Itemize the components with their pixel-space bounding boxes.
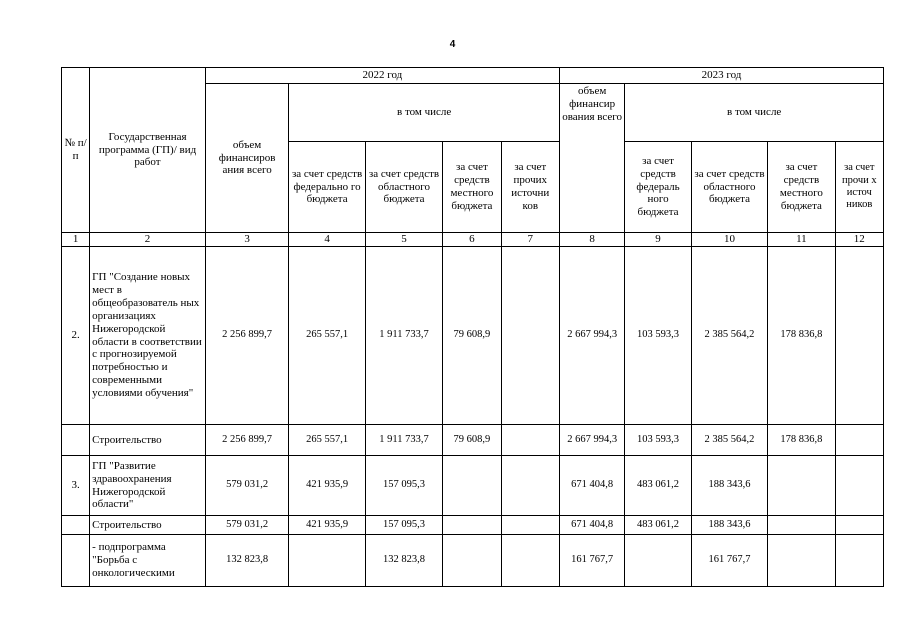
cell-value: 671 404,8 [559,516,624,535]
column-number: 8 [559,233,624,247]
row-number [62,535,90,587]
header-row-years [62,68,884,84]
cell-value [443,456,501,516]
table-row [62,247,884,425]
cell-value: 265 557,1 [289,425,365,456]
program-name: Строительство [90,425,206,456]
header-oth-2023: за счет прочи х источ ников [835,142,883,233]
cell-value: 2 256 899,7 [205,247,289,425]
cell-value: 103 593,3 [625,425,691,456]
cell-value: 483 061,2 [625,516,691,535]
cell-value [501,247,559,425]
cell-value: 161 767,7 [691,535,767,587]
cell-value: 103 593,3 [625,247,691,425]
header-year-2023: 2023 год [559,68,883,84]
cell-value: 2 385 564,2 [691,425,767,456]
column-number: 4 [289,233,365,247]
cell-value [501,516,559,535]
cell-value: 79 608,9 [443,425,501,456]
header-loc-2022: за счет средств местного бюджета [443,142,501,233]
header-reg-2022: за счет средств областного бюджета [365,142,442,233]
column-number: 9 [625,233,691,247]
cell-value [835,425,883,456]
cell-value: 2 667 994,3 [559,247,624,425]
cell-value: 157 095,3 [365,516,442,535]
cell-value [835,535,883,587]
header-incl-2023: в том числе [625,84,884,142]
cell-value: 1 911 733,7 [365,247,442,425]
header-loc-2023: за счет средств местного бюджета [768,142,835,233]
column-number: 12 [835,233,883,247]
cell-value: 188 343,6 [691,456,767,516]
cell-value [835,456,883,516]
column-number: 6 [443,233,501,247]
cell-value: 157 095,3 [365,456,442,516]
cell-value: 132 823,8 [365,535,442,587]
table-row [62,425,884,456]
cell-value: 188 343,6 [691,516,767,535]
cell-value: 132 823,8 [205,535,289,587]
row-number [62,516,90,535]
cell-value [768,516,835,535]
cell-value: 161 767,7 [559,535,624,587]
cell-value: 483 061,2 [625,456,691,516]
header-no: № п/п [62,68,90,233]
cell-value [501,535,559,587]
cell-value [835,247,883,425]
cell-value: 1 911 733,7 [365,425,442,456]
header-reg-2023: за счет средств областного бюджета [691,142,767,233]
page-number: 4 [449,39,456,50]
header-program: Государственная программа (ГП)/ вид работ [90,68,206,233]
cell-value: 178 836,8 [768,247,835,425]
cell-value: 579 031,2 [205,516,289,535]
row-number: 2. [62,247,90,425]
column-number: 3 [205,233,289,247]
table-row [62,456,884,516]
column-number: 2 [90,233,206,247]
row-number: 3. [62,456,90,516]
column-number-row [62,233,884,247]
cell-value: 421 935,9 [289,516,365,535]
cell-value [289,535,365,587]
header-fed-2022: за счет средств федерально го бюджета [289,142,365,233]
table-row [62,535,884,587]
column-number: 1 [62,233,90,247]
cell-value [443,535,501,587]
cell-value [501,425,559,456]
cell-value: 579 031,2 [205,456,289,516]
header-total-2022: объем финансиров ания всего [205,84,289,233]
row-number [62,425,90,456]
column-number: 11 [768,233,835,247]
cell-value [768,456,835,516]
program-name: ГП "Создание новых мест в общеобразователь ных организациях Нижегородской области в соответствии с прогнозируемой потребностью и современными условиями обучения" [90,247,206,425]
table-row [62,516,884,535]
cell-value [768,535,835,587]
cell-value: 2 256 899,7 [205,425,289,456]
program-name: ГП "Развитие здравоохранения Нижегородской области" [90,456,206,516]
header-fed-2023: за счет средств федераль ного бюджета [625,142,691,233]
cell-value [501,456,559,516]
column-number: 7 [501,233,559,247]
program-name: - подпрограмма "Борьба с онкологическими [90,535,206,587]
header-year-2022: 2022 год [205,68,559,84]
cell-value: 2 667 994,3 [559,425,624,456]
column-number: 5 [365,233,442,247]
cell-value [625,535,691,587]
cell-value: 2 385 564,2 [691,247,767,425]
financing-table [61,67,884,587]
cell-value [443,516,501,535]
header-oth-2022: за счет прочих источни ков [501,142,559,233]
header-incl-2022: в том числе [289,84,560,142]
cell-value: 421 935,9 [289,456,365,516]
cell-value: 79 608,9 [443,247,501,425]
cell-value: 265 557,1 [289,247,365,425]
header-total-2023: объем финансир ования всего [559,84,624,233]
program-name: Строительство [90,516,206,535]
column-number: 10 [691,233,767,247]
cell-value [835,516,883,535]
cell-value: 671 404,8 [559,456,624,516]
cell-value: 178 836,8 [768,425,835,456]
